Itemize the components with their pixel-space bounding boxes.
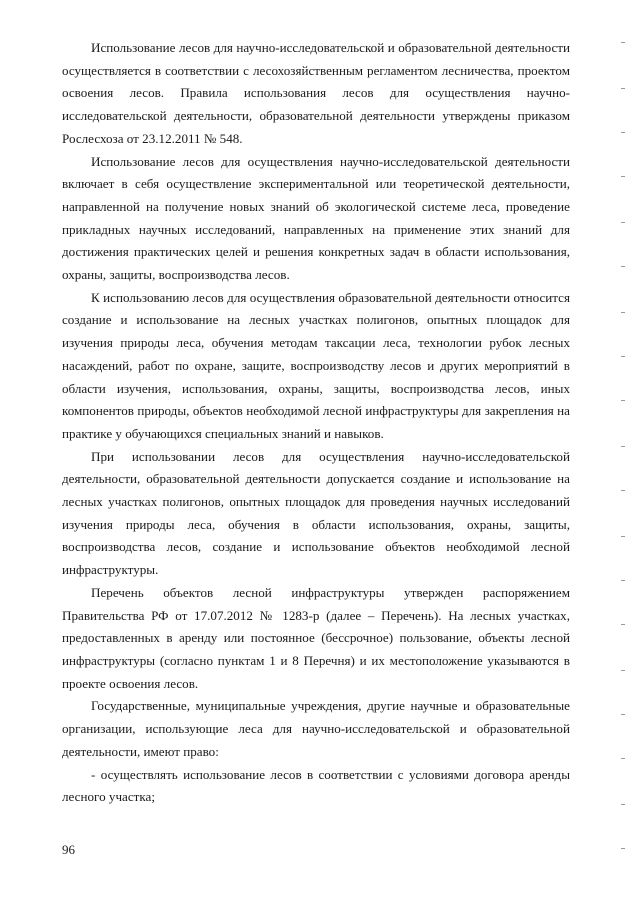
scan-edge-marks: [621, 0, 631, 905]
document-body: [62, 37, 570, 809]
paragraph-institutions-rights: Государственные, муниципальные учреждения, другие научные и образовательные организации, использующие леса для научно-исследовательской и образовательной деятельности, имеют право:: [62, 698, 570, 759]
paragraph-educational-activity: К использованию лесов для осуществления образовательной деятельности относится создание и использование на лесных участках полигонов, опытных площадок для изучения природы леса, обучения методам таксации леса, технологии рубок лесных насаждений, работ по охране, защите, воспроизводству лесов и других мероприятий в области изучения, использования, охраны, защиты, воспроизводства лесов, иных компонентов природы, объектов необходимой лесной инфраструктуры для закрепления на практике у обучающихся специальных знаний и навыков.: [62, 289, 570, 441]
paragraph-research-activity: Использование лесов для осуществления научно-исследовательской деятельности включает в себя осуществление экспериментальной или теоретической деятельности, направленной на получение новых знаний об экологической системе леса, проведение прикладных научных исследований, направленных на применение этих знаний для достижения практических целей и решения конкретных задач в области использования, охраны, защиты, воспроизводства лесов.: [62, 153, 570, 283]
paragraph-infrastructure-list: Перечень объектов лесной инфраструктуры утвержден распоряжением Правительства РФ от 17.07.2012 № 1283-р (далее – Перечень). На лесных участках, предоставленных в аренду или постоянное (бессрочное) пользование, объекты лесной инфраструктуры (согласно пунктам 1 и 8 Перечня) и их местоположение указываются в проекте освоения лесов.: [62, 584, 570, 691]
paragraph-forest-use-rules: Использование лесов для научно-исследовательской и образовательной деятельности осуществляется в соответствии с лесохозяйственным регламентом лесничества, проектом освоения лесов. Правила использования лесов для осуществления научно-исследовательской деятельности, образовательной деятельности утверждены приказом Рослесхоза от 23.12.2011 № 548.: [62, 40, 570, 146]
paragraph-polygons-and-plots: При использовании лесов для осуществления научно-исследовательской деятельности, образовательной деятельности допускается создание и использование на лесных участках полигонов, опытных площадок для проведения научных исследований изучения природы леса, обучения в области использования, охраны, защиты, воспроизводства лесов, создание и использование объектов необходимой лесной инфраструктуры.: [62, 448, 570, 578]
list-item-lease-agreement: - осуществлять использование лесов в соответствии с условиями договора аренды лесного участка;: [62, 766, 570, 805]
page-number: 96: [62, 842, 75, 857]
